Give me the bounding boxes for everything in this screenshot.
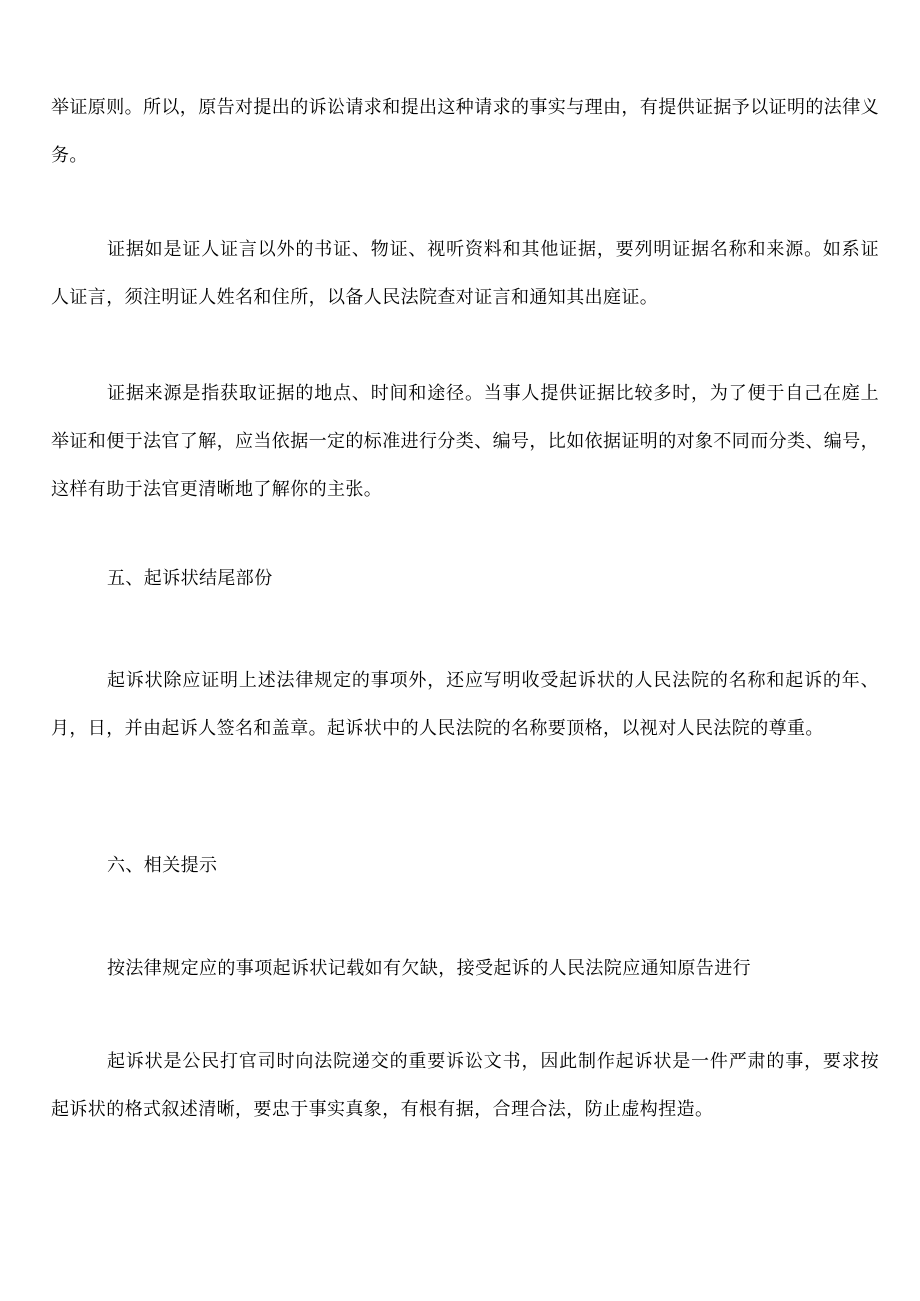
paragraph-burden-of-proof: 举证原则。所以，原告对提出的诉讼请求和提出这种请求的事实与理由，有提供证据予以证明的法律义务。 (51, 97, 879, 166)
paragraph-closing-part: 起诉状除应证明上述法律规定的事项外，还应写明收受起诉状的人民法院的名称和起诉的年、月，日，并由起诉人签名和盖章。起诉状中的人民法院的名称要顶格，以视对人民法院的尊重。 (51, 670, 879, 739)
section-heading-six: 六、相关提示 (107, 855, 218, 876)
paragraph-evidence-listing: 证据如是证人证言以外的书证、物证、视听资料和其他证据，要列明证据名称和来源。如系证人证言，须注明证人姓名和住所，以备人民法院查对证言和通知其出庭证。 (51, 239, 879, 308)
section-heading-five: 五、起诉状结尾部份 (107, 568, 273, 589)
paragraph-deficiency-notice: 按法律规定应的事项起诉状记载如有欠缺，接受起诉的人民法院应通知原告进行 (107, 958, 751, 979)
paragraph-complaint-importance: 起诉状是公民打官司时向法院递交的重要诉讼文书，因此制作起诉状是一件严肃的事，要求按起诉状的格式叙述清晰，要忠于事实真象，有根有据，合理合法，防止虚构捏造。 (51, 1051, 879, 1120)
paragraph-evidence-source: 证据来源是指获取证据的地点、时间和途径。当事人提供证据比较多时，为了便于自己在庭上举证和便于法官了解，应当依据一定的标准进行分类、编号，比如依据证明的对象不同而分类、编号，这样有助于法官更清晰地了解你的主张。 (51, 383, 879, 500)
